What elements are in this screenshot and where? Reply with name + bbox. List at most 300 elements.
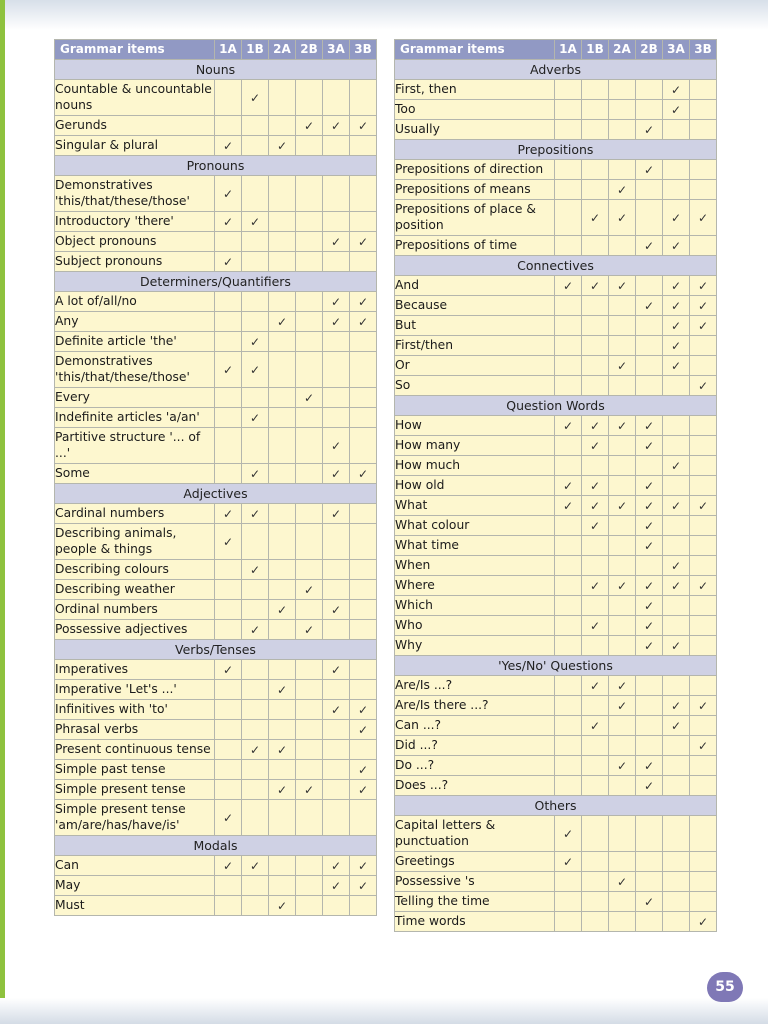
check-mark-icon: ✓ [242,212,269,232]
empty-level-cell [663,912,690,932]
empty-level-cell [663,376,690,396]
empty-level-cell [636,376,663,396]
empty-level-cell [350,332,377,352]
empty-level-cell [636,852,663,872]
check-mark-icon: ✓ [663,636,690,656]
empty-level-cell [350,388,377,408]
check-mark-icon: ✓ [636,776,663,796]
grammar-item-cell: Indefinite articles 'a/an' [55,408,215,428]
empty-level-cell [215,620,242,640]
check-mark-icon: ✓ [636,616,663,636]
empty-level-cell [636,816,663,852]
empty-level-cell [663,180,690,200]
empty-level-cell [296,660,323,680]
table-row [395,636,717,656]
empty-level-cell [690,676,717,696]
table-row [55,524,377,560]
check-mark-icon: ✓ [350,464,377,484]
table-row [395,80,717,100]
table-row [395,816,717,852]
empty-level-cell [636,336,663,356]
empty-level-cell [555,100,582,120]
check-mark-icon: ✓ [323,876,350,896]
section-heading: Nouns [55,60,377,80]
check-mark-icon: ✓ [690,576,717,596]
section-row [55,60,377,80]
section-heading: Adverbs [395,60,717,80]
empty-level-cell [242,660,269,680]
grammar-item-cell: Present continuous tense [55,740,215,760]
empty-level-cell [663,756,690,776]
grammar-table-right [394,39,717,932]
grammar-item-cell: Definite article 'the' [55,332,215,352]
grammar-item-cell: Usually [395,120,555,140]
empty-level-cell [215,740,242,760]
check-mark-icon: ✓ [663,576,690,596]
table-row [55,560,377,580]
empty-level-cell [663,872,690,892]
grammar-item-cell: Describing animals, people & things [55,524,215,560]
table-row [395,536,717,556]
empty-level-cell [323,580,350,600]
grammar-item-cell: So [395,376,555,396]
empty-level-cell [690,536,717,556]
grammar-item-cell: May [55,876,215,896]
empty-level-cell [323,388,350,408]
check-mark-icon: ✓ [609,872,636,892]
check-mark-icon: ✓ [663,100,690,120]
check-mark-icon: ✓ [690,276,717,296]
empty-level-cell [609,336,636,356]
check-mark-icon: ✓ [215,136,242,156]
empty-level-cell [555,616,582,636]
empty-level-cell [690,636,717,656]
empty-level-cell [609,296,636,316]
table-row [55,680,377,700]
empty-level-cell [269,800,296,836]
empty-level-cell [690,516,717,536]
empty-level-cell [555,912,582,932]
grammar-item-cell: Where [395,576,555,596]
check-mark-icon: ✓ [582,716,609,736]
table-row [55,740,377,760]
check-mark-icon: ✓ [350,116,377,136]
empty-level-cell [582,776,609,796]
check-mark-icon: ✓ [555,496,582,516]
grammar-item-cell: Describing colours [55,560,215,580]
check-mark-icon: ✓ [636,636,663,656]
grammar-item-cell: How [395,416,555,436]
check-mark-icon: ✓ [323,232,350,252]
check-mark-icon: ✓ [269,312,296,332]
column-header-level: 1B [582,40,609,60]
check-mark-icon: ✓ [215,212,242,232]
empty-level-cell [296,560,323,580]
empty-level-cell [296,408,323,428]
grammar-item-cell: Why [395,636,555,656]
empty-level-cell [636,356,663,376]
check-mark-icon: ✓ [242,464,269,484]
grammar-item-cell: What colour [395,516,555,536]
check-mark-icon: ✓ [323,116,350,136]
empty-level-cell [350,560,377,580]
empty-level-cell [555,576,582,596]
empty-level-cell [582,236,609,256]
empty-level-cell [690,160,717,180]
empty-level-cell [215,312,242,332]
empty-level-cell [609,816,636,852]
empty-level-cell [609,516,636,536]
check-mark-icon: ✓ [215,176,242,212]
grammar-item-cell: Because [395,296,555,316]
check-mark-icon: ✓ [323,660,350,680]
empty-level-cell [555,376,582,396]
table-row [395,356,717,376]
empty-level-cell [609,556,636,576]
empty-level-cell [242,680,269,700]
check-mark-icon: ✓ [296,780,323,800]
empty-level-cell [609,120,636,140]
check-mark-icon: ✓ [582,616,609,636]
table-row [395,296,717,316]
check-mark-icon: ✓ [663,200,690,236]
empty-level-cell [323,740,350,760]
empty-level-cell [636,316,663,336]
check-mark-icon: ✓ [215,352,242,388]
table-row [395,236,717,256]
check-mark-icon: ✓ [242,740,269,760]
check-mark-icon: ✓ [636,160,663,180]
check-mark-icon: ✓ [609,576,636,596]
empty-level-cell [242,876,269,896]
empty-level-cell [215,388,242,408]
section-heading: Prepositions [395,140,717,160]
empty-level-cell [350,504,377,524]
empty-level-cell [350,352,377,388]
grammar-item-cell: Imperative 'Let's ...' [55,680,215,700]
empty-level-cell [296,332,323,352]
column-header-level: 1A [555,40,582,60]
table-row [395,200,717,236]
empty-level-cell [323,136,350,156]
empty-level-cell [663,516,690,536]
empty-level-cell [582,296,609,316]
column-header-grammar-items: Grammar items [55,40,215,60]
empty-level-cell [555,892,582,912]
empty-level-cell [269,560,296,580]
table-row [55,800,377,836]
empty-level-cell [242,896,269,916]
check-mark-icon: ✓ [323,856,350,876]
empty-level-cell [555,636,582,656]
table-row [395,120,717,140]
empty-level-cell [663,416,690,436]
grammar-item-cell: Do ...? [395,756,555,776]
table-row [395,696,717,716]
check-mark-icon: ✓ [582,576,609,596]
empty-level-cell [269,428,296,464]
empty-level-cell [690,100,717,120]
empty-level-cell [215,560,242,580]
empty-level-cell [269,116,296,136]
grammar-item-cell: What [395,496,555,516]
grammar-item-cell: Who [395,616,555,636]
table-row [395,516,717,536]
empty-level-cell [350,800,377,836]
bottom-wave-decoration [0,998,768,1024]
empty-level-cell [323,560,350,580]
check-mark-icon: ✓ [636,236,663,256]
empty-level-cell [323,800,350,836]
empty-level-cell [269,660,296,680]
empty-level-cell [215,80,242,116]
check-mark-icon: ✓ [609,276,636,296]
empty-level-cell [269,760,296,780]
check-mark-icon: ✓ [269,740,296,760]
grammar-item-cell: Simple past tense [55,760,215,780]
empty-level-cell [690,852,717,872]
empty-level-cell [582,100,609,120]
empty-level-cell [350,80,377,116]
table-row [395,416,717,436]
empty-level-cell [582,316,609,336]
grammar-item-cell: Infinitives with 'to' [55,700,215,720]
table-row [55,332,377,352]
section-row [55,156,377,176]
section-heading: Verbs/Tenses [55,640,377,660]
empty-level-cell [690,616,717,636]
empty-level-cell [609,476,636,496]
table-row [55,428,377,464]
check-mark-icon: ✓ [242,352,269,388]
empty-level-cell [242,524,269,560]
grammar-item-cell: Phrasal verbs [55,720,215,740]
check-mark-icon: ✓ [663,296,690,316]
empty-level-cell [582,912,609,932]
empty-level-cell [269,504,296,524]
table-row [55,136,377,156]
check-mark-icon: ✓ [296,116,323,136]
section-row [395,60,717,80]
table-row [395,436,717,456]
empty-level-cell [555,316,582,336]
empty-level-cell [215,600,242,620]
empty-level-cell [269,252,296,272]
check-mark-icon: ✓ [323,312,350,332]
column-header-grammar-items: Grammar items [395,40,555,60]
grammar-item-cell: Any [55,312,215,332]
empty-level-cell [636,100,663,120]
grammar-item-cell: Prepositions of place & position [395,200,555,236]
empty-level-cell [296,896,323,916]
empty-level-cell [215,720,242,740]
empty-level-cell [636,716,663,736]
section-row [395,656,717,676]
empty-level-cell [609,892,636,912]
table-row [395,456,717,476]
empty-level-cell [269,720,296,740]
empty-level-cell [242,580,269,600]
check-mark-icon: ✓ [555,276,582,296]
check-mark-icon: ✓ [323,464,350,484]
check-mark-icon: ✓ [350,856,377,876]
check-mark-icon: ✓ [582,676,609,696]
check-mark-icon: ✓ [350,720,377,740]
empty-level-cell [296,80,323,116]
check-mark-icon: ✓ [323,504,350,524]
check-mark-icon: ✓ [555,416,582,436]
empty-level-cell [269,876,296,896]
section-row [55,836,377,856]
table-header-row [395,40,717,60]
empty-level-cell [323,252,350,272]
empty-level-cell [323,760,350,780]
check-mark-icon: ✓ [323,700,350,720]
section-heading: Adjectives [55,484,377,504]
empty-level-cell [582,696,609,716]
table-row [55,760,377,780]
grammar-item-cell: Partitive structure '... of ...' [55,428,215,464]
empty-level-cell [350,600,377,620]
check-mark-icon: ✓ [690,496,717,516]
empty-level-cell [636,180,663,200]
empty-level-cell [690,436,717,456]
check-mark-icon: ✓ [582,476,609,496]
empty-level-cell [582,376,609,396]
empty-level-cell [323,212,350,232]
section-heading: Question Words [395,396,717,416]
empty-level-cell [242,312,269,332]
empty-level-cell [609,716,636,736]
empty-level-cell [555,556,582,576]
check-mark-icon: ✓ [609,180,636,200]
table-row [395,556,717,576]
empty-level-cell [296,876,323,896]
table-row [395,496,717,516]
empty-level-cell [609,736,636,756]
empty-level-cell [555,436,582,456]
empty-level-cell [242,720,269,740]
table-row [55,660,377,680]
grammar-item-cell: Too [395,100,555,120]
empty-level-cell [636,736,663,756]
empty-level-cell [582,536,609,556]
empty-level-cell [296,680,323,700]
table-row [395,376,717,396]
empty-level-cell [242,292,269,312]
empty-level-cell [609,436,636,456]
grammar-item-cell: Cardinal numbers [55,504,215,524]
check-mark-icon: ✓ [690,200,717,236]
check-mark-icon: ✓ [555,852,582,872]
empty-level-cell [350,136,377,156]
table-row [395,576,717,596]
column-header-level: 2A [609,40,636,60]
empty-level-cell [215,428,242,464]
empty-level-cell [296,856,323,876]
empty-level-cell [582,816,609,852]
table-row [395,912,717,932]
column-header-level: 2B [636,40,663,60]
grammar-item-cell: Introductory 'there' [55,212,215,232]
empty-level-cell [690,416,717,436]
empty-level-cell [636,872,663,892]
empty-level-cell [242,252,269,272]
table-row [55,896,377,916]
grammar-item-cell: And [395,276,555,296]
empty-level-cell [323,780,350,800]
grammar-item-cell: Demonstratives 'this/that/these/those' [55,176,215,212]
check-mark-icon: ✓ [636,476,663,496]
check-mark-icon: ✓ [350,700,377,720]
check-mark-icon: ✓ [215,524,242,560]
empty-level-cell [582,120,609,140]
empty-level-cell [663,736,690,756]
section-row [55,272,377,292]
empty-level-cell [269,408,296,428]
table-row [395,676,717,696]
empty-level-cell [555,80,582,100]
check-mark-icon: ✓ [350,232,377,252]
page-number-badge: 55 [707,972,743,1002]
check-mark-icon: ✓ [636,120,663,140]
column-header-level: 3A [323,40,350,60]
grammar-item-cell: Singular & plural [55,136,215,156]
grammar-item-cell: Or [395,356,555,376]
empty-level-cell [636,200,663,236]
check-mark-icon: ✓ [663,236,690,256]
empty-level-cell [296,292,323,312]
grammar-item-cell: How much [395,456,555,476]
check-mark-icon: ✓ [242,80,269,116]
empty-level-cell [663,120,690,140]
check-mark-icon: ✓ [555,476,582,496]
empty-level-cell [242,136,269,156]
empty-level-cell [215,464,242,484]
empty-level-cell [323,720,350,740]
empty-level-cell [323,80,350,116]
empty-level-cell [323,176,350,212]
empty-level-cell [690,476,717,496]
empty-level-cell [296,232,323,252]
check-mark-icon: ✓ [269,600,296,620]
table-row [55,780,377,800]
check-mark-icon: ✓ [296,620,323,640]
empty-level-cell [663,616,690,636]
empty-level-cell [242,428,269,464]
check-mark-icon: ✓ [269,136,296,156]
check-mark-icon: ✓ [582,416,609,436]
empty-level-cell [555,296,582,316]
empty-level-cell [242,232,269,252]
grammar-item-cell: How old [395,476,555,496]
empty-level-cell [690,336,717,356]
check-mark-icon: ✓ [663,336,690,356]
empty-level-cell [296,600,323,620]
grammar-item-cell: Describing weather [55,580,215,600]
empty-level-cell [582,180,609,200]
empty-level-cell [296,136,323,156]
empty-level-cell [555,516,582,536]
empty-level-cell [269,524,296,560]
empty-level-cell [350,252,377,272]
check-mark-icon: ✓ [636,756,663,776]
check-mark-icon: ✓ [609,356,636,376]
empty-level-cell [609,456,636,476]
grammar-item-cell: Does ...? [395,776,555,796]
empty-level-cell [296,740,323,760]
empty-level-cell [215,760,242,780]
